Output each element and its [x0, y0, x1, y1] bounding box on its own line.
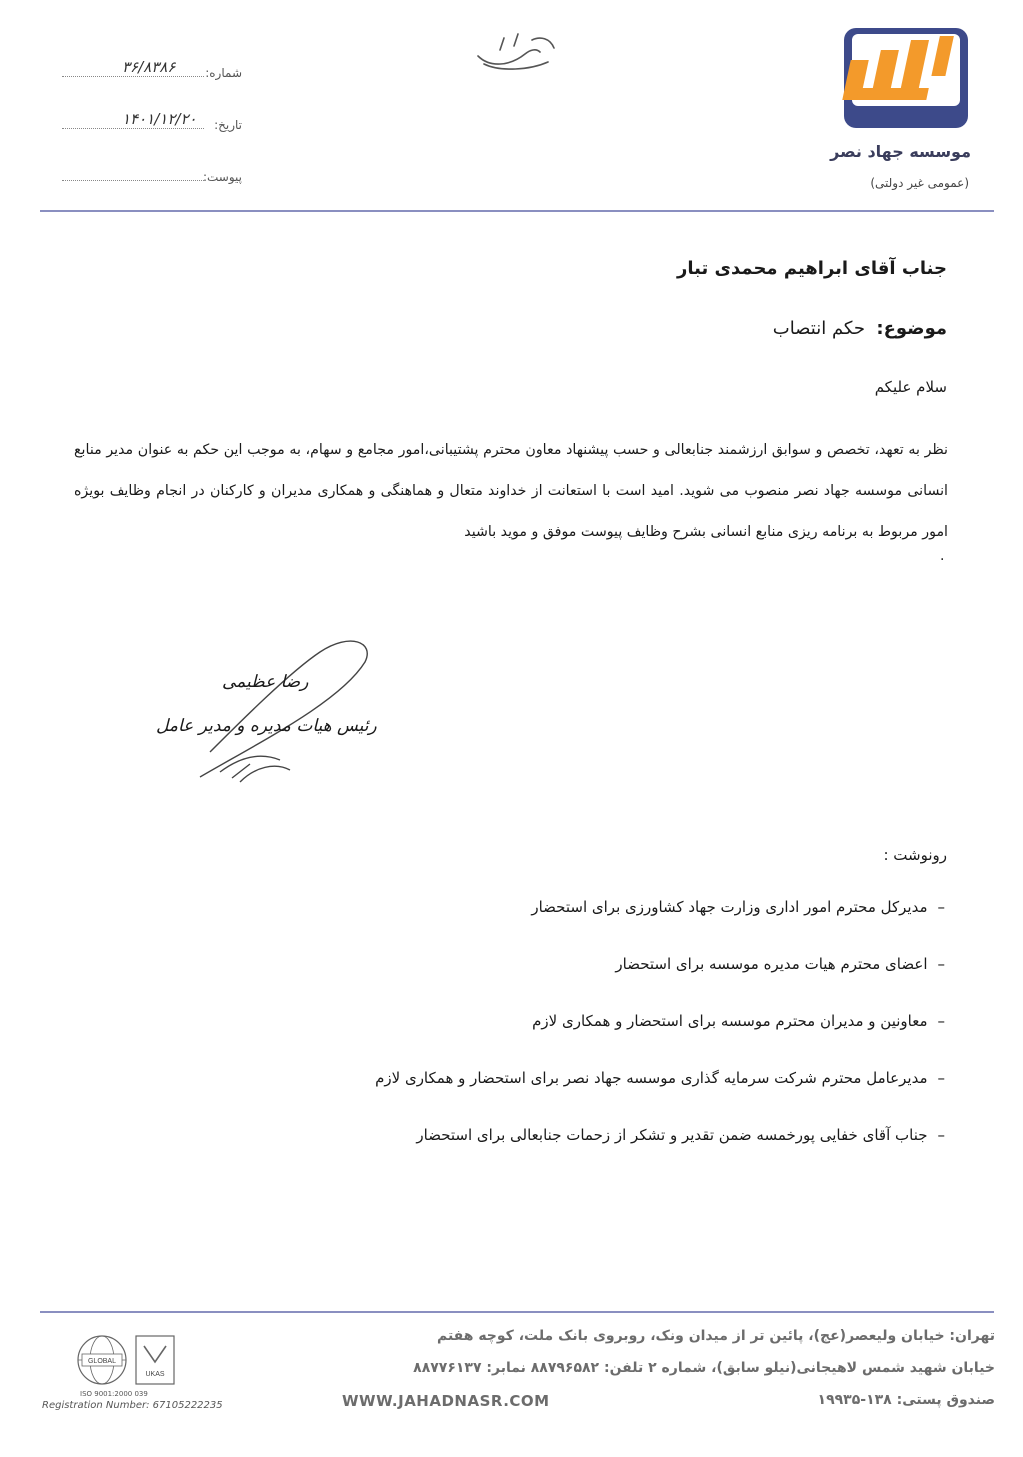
registration-number: Registration Number: 67105222235 — [42, 1400, 223, 1411]
header-divider — [40, 210, 994, 212]
copies-list — [375, 898, 945, 1183]
copy-item — [375, 1069, 945, 1126]
number-field — [62, 58, 252, 84]
copy-dash: – — [937, 898, 945, 916]
recipient: جناب آقای ابراهیم محمدی تبار — [677, 258, 947, 279]
basmala-calligraphy — [470, 28, 560, 78]
subject-label: موضوع: — [876, 318, 947, 339]
copy-text: جناب آقای خفایی پورخمسه ضمن تقدیر و تشکر از زحمات جنابعالی برای استحضار — [416, 1126, 928, 1144]
copy-item — [375, 955, 945, 1012]
copy-dash: – — [937, 1126, 945, 1144]
copy-dash: – — [937, 1069, 945, 1087]
address-line-2: خیابان شهید شمس لاهیجانی(نیلو سابق)، شماره ۲ تلفن: ۸۸۷۹۶۵۸۲ نمابر: ۸۸۷۷۶۱۳۷ — [413, 1360, 995, 1376]
letter-body: نظر به تعهد، تخصص و سوابق ارزشمند جنابعالی و حسب پیشنهاد معاون محترم پشتیبانی،امور مجامع و سهام، به موجب این حکم به عنوان مدیر منابع انسانی موسسه جهاد نصر منصوب می شوید. امید است با استعانت از خداوند متعال و هماهنگی و همکاری مدیران و کارکنان در انجام وظایف بویژه امور مربوط به برنامه ریزی منابع انسانی بشرح وظایف پیوست موفق و موید باشید — [74, 442, 948, 540]
greeting: سلام علیکم — [874, 378, 947, 396]
copy-dash: – — [937, 1012, 945, 1030]
number-label: شماره: — [205, 66, 242, 80]
address-line-1: تهران: خیابان ولیعصر(عج)، پائین تر از میدان ونک، روبروی بانک ملت، کوچه هفتم — [436, 1328, 995, 1344]
certification-logos — [74, 1332, 184, 1392]
attachment-label: پیوست: — [202, 170, 242, 184]
number-value: ۳۶/۸۳۸۶ — [122, 58, 176, 76]
copy-text: مدیرعامل محترم شرکت سرمایه گذاری موسسه جهاد نصر برای استحضار و همکاری لازم — [375, 1069, 928, 1087]
iso-text: ISO 9001:2000 039 — [80, 1390, 148, 1398]
address-line-3: صندوق پستی: ۱۳۸-۱۹۹۳۵ — [817, 1392, 995, 1408]
copies-title: رونوشت : — [883, 846, 947, 864]
copy-text: معاونین و مدیران محترم موسسه برای استحضار و همکاری لازم — [532, 1012, 928, 1030]
copy-text: مدیرکل محترم امور اداری وزارت جهاد کشاورزی برای استحضار — [531, 898, 928, 916]
date-value: ۱۴۰۱/۱۲/۲۰ — [122, 110, 197, 128]
copy-text: اعضای محترم هیات مدیره موسسه برای استحضار — [615, 955, 928, 973]
letter-body-end: . — [940, 548, 945, 564]
attachment-field — [62, 168, 252, 188]
copy-dash: – — [937, 955, 945, 973]
org-name: موسسه جهاد نصر — [830, 142, 971, 161]
subject-value: حکم انتصاب — [772, 318, 865, 339]
website: WWW.JAHADNASR.COM — [342, 1392, 550, 1410]
org-type: (عمومی غیر دولتی) — [870, 176, 969, 190]
cert-global-text: GLOBAL — [87, 1358, 117, 1365]
signatory-name: رضا عظیمی — [222, 672, 309, 692]
footer-divider — [40, 1311, 994, 1313]
signatory-title: رئیس هیات مدیره و مدیر عامل — [156, 716, 377, 736]
copy-item — [375, 1012, 945, 1069]
copy-item — [375, 1126, 945, 1183]
cert-ukas-text: UKAS — [145, 1371, 165, 1378]
date-field — [62, 110, 252, 136]
date-label: تاریخ: — [214, 118, 242, 132]
org-logo — [842, 26, 970, 130]
copy-item — [375, 898, 945, 955]
signature-scribble — [180, 632, 430, 792]
